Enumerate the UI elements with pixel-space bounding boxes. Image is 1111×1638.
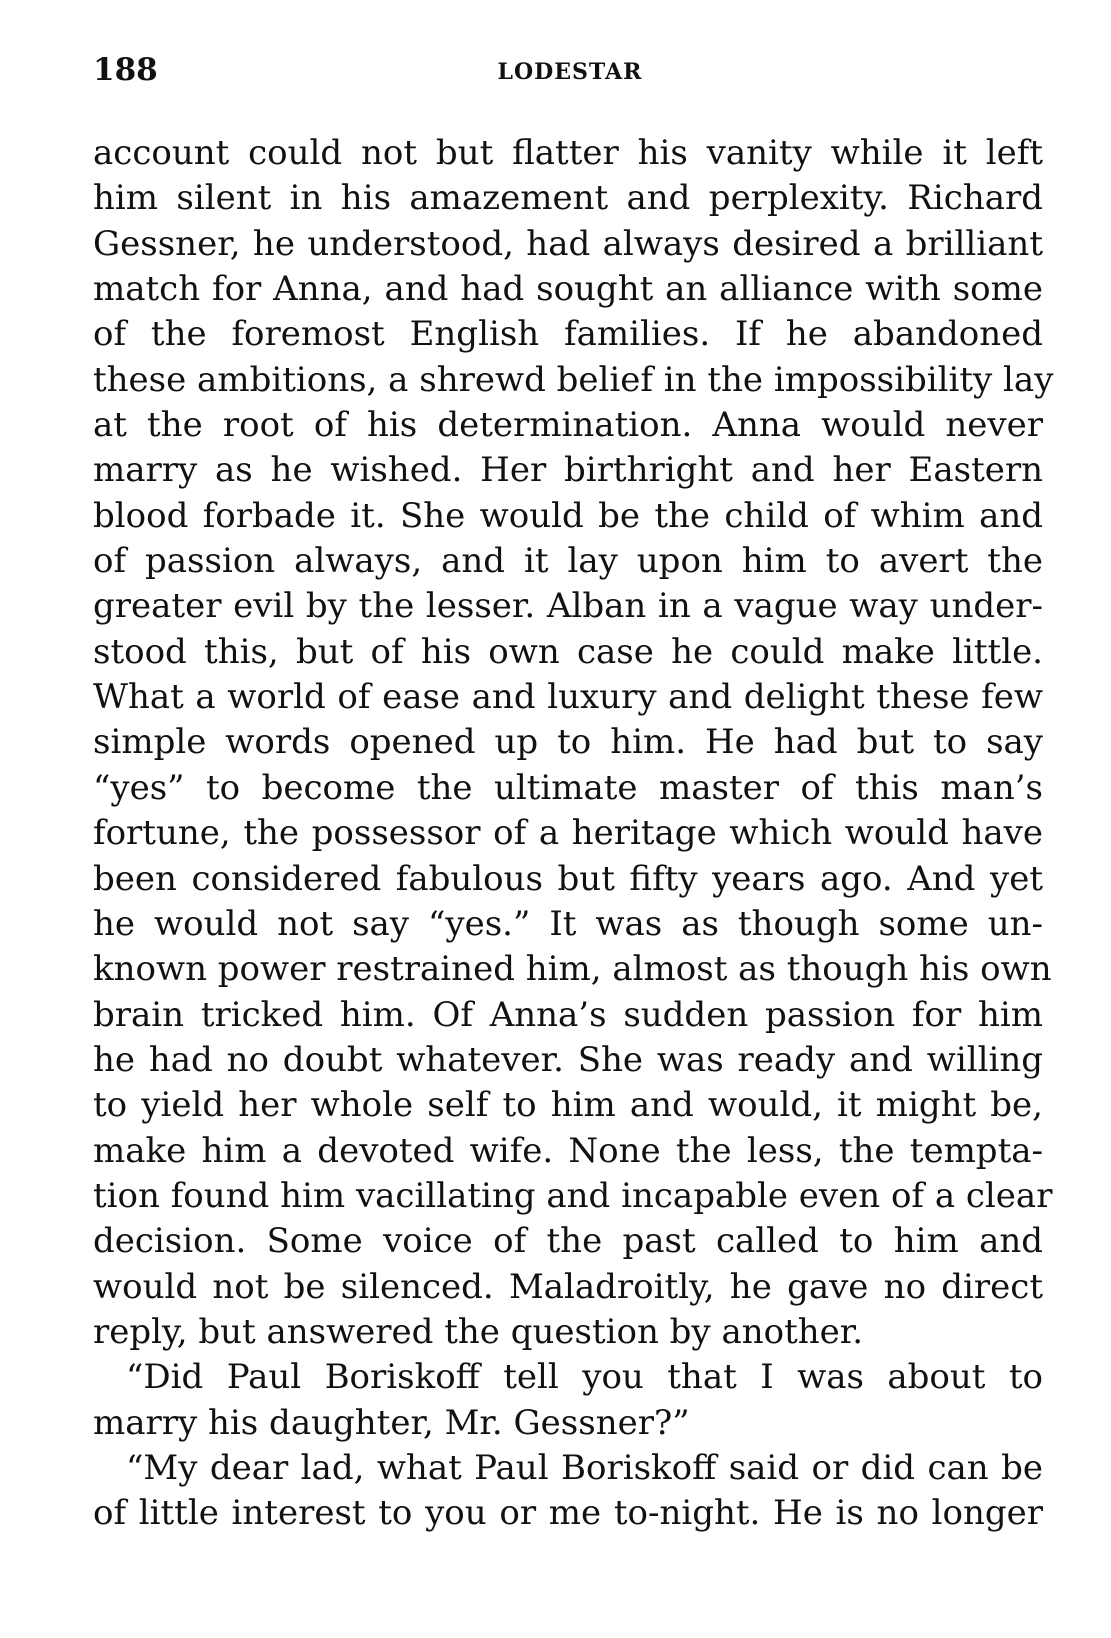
text-line: Gessner, he understood, had always desired a brilliant bbox=[93, 223, 1043, 264]
text-line: greater evil by the lesser. Alban in a vague way under- bbox=[93, 586, 1043, 627]
text-line: marry his daughter, Mr. Gessner?” bbox=[93, 1402, 690, 1443]
text-line: “yes” to become the ultimate master of this man’s bbox=[93, 767, 1043, 808]
text-line: to yield her whole self to him and would, it might be, bbox=[93, 1085, 1043, 1126]
text-line: reply, but answered the question by another. bbox=[93, 1311, 864, 1352]
text-line: known power restrained him, almost as though his own bbox=[93, 949, 1052, 990]
text-line: match for Anna, and had sought an alliance with some bbox=[93, 269, 1043, 310]
page-number: 188 bbox=[93, 52, 158, 88]
text-line: “Did Paul Boriskoff tell you that I was about to bbox=[126, 1357, 1043, 1398]
text-line: fortune, the possessor of a heritage which would have bbox=[93, 813, 1043, 854]
running-title: LODESTAR bbox=[497, 59, 643, 85]
text-line: he would not say “yes.” It was as though some un- bbox=[93, 903, 1043, 944]
text-line: of little interest to you or me to-night. He is no longer bbox=[93, 1493, 1043, 1534]
text-line: him silent in his amazement and perplexity. Richard bbox=[93, 178, 1043, 219]
text-line: make him a devoted wife. None the less, the tempta- bbox=[93, 1130, 1043, 1171]
text-line: he had no doubt whatever. She was ready and willing bbox=[93, 1039, 1043, 1080]
text-line: “My dear lad, what Paul Boriskoff said or did can be bbox=[126, 1447, 1043, 1488]
text-line: decision. Some voice of the past called to him and bbox=[93, 1221, 1043, 1262]
text-line: of the foremost English families. If he abandoned bbox=[93, 314, 1043, 355]
page-header bbox=[93, 48, 1043, 92]
text-line: tion found him vacillating and incapable even of a clear bbox=[93, 1175, 1053, 1216]
text-line: of passion always, and it lay upon him to avert the bbox=[93, 541, 1043, 582]
text-line: these ambitions, a shrewd belief in the impossibility lay bbox=[93, 359, 1054, 400]
text-line: What a world of ease and luxury and delight these few bbox=[93, 677, 1043, 718]
text-line: blood forbade it. She would be the child of whim and bbox=[93, 495, 1043, 536]
text-line: been considered fabulous but fifty years ago. And yet bbox=[93, 858, 1043, 899]
text-line: account could not but flatter his vanity while it left bbox=[93, 133, 1043, 173]
text-line: simple words opened up to him. He had but to say bbox=[93, 722, 1043, 763]
text-line: brain tricked him. Of Anna’s sudden passion for him bbox=[93, 994, 1043, 1035]
text-line: stood this, but of his own case he could make little. bbox=[93, 631, 1043, 672]
text-line: would not be silenced. Maladroitly, he gave no direct bbox=[93, 1266, 1043, 1307]
body-text bbox=[93, 131, 1054, 1537]
text-line: at the root of his determination. Anna would never bbox=[93, 405, 1043, 446]
text-line: marry as he wished. Her birthright and her Eastern bbox=[93, 450, 1043, 491]
